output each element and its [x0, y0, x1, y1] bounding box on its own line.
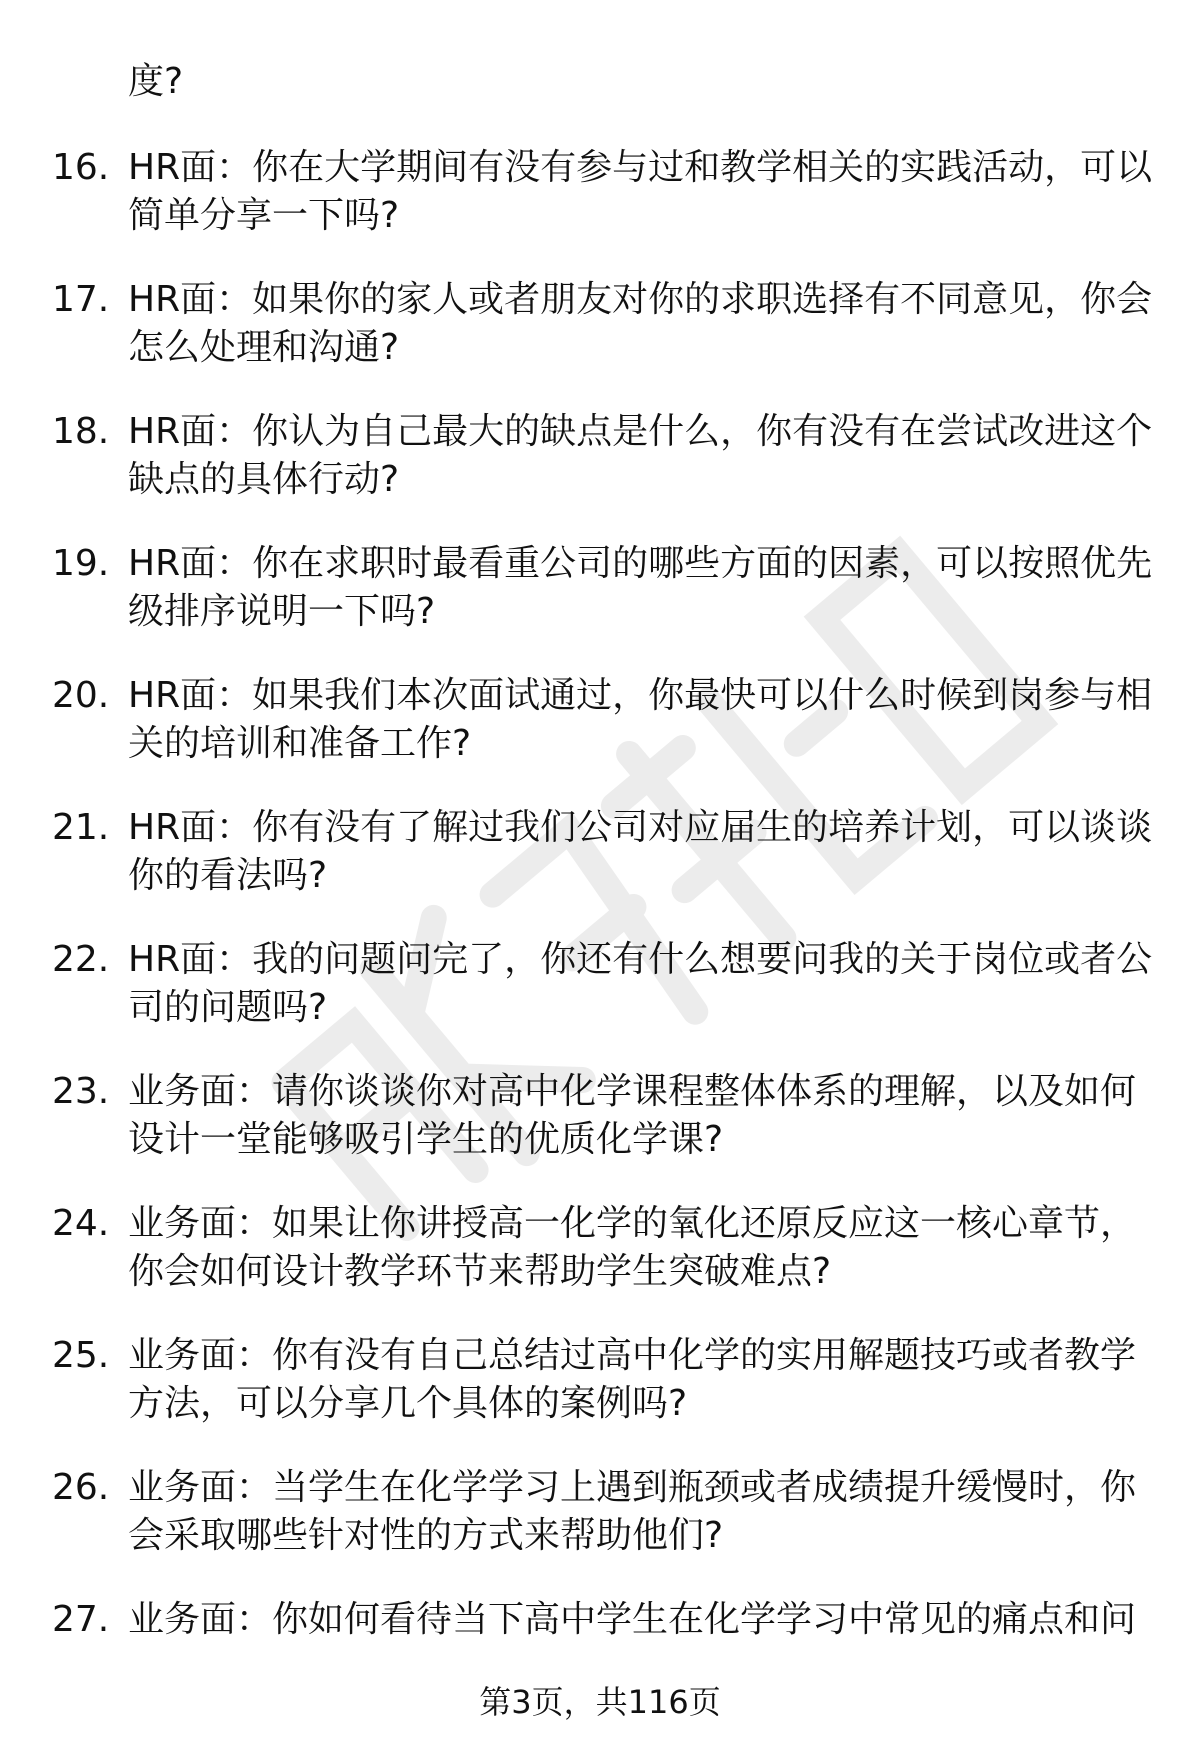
question-text [128, 276, 1158, 372]
question-line: 简单分享一下吗? [128, 195, 400, 236]
list-item [0, 936, 1200, 1032]
question-line: HR面：我的问题问完了，你还有什么想要问我的关于岗位或者公 [128, 939, 1153, 980]
question-text [128, 1464, 1158, 1560]
question-line: 级排序说明一下吗? [128, 591, 436, 632]
question-number: 22. [52, 939, 110, 980]
question-line: 业务面：当学生在化学学习上遇到瓶颈或者成绩提升缓慢时，你 [128, 1467, 1137, 1508]
list-item [0, 408, 1200, 504]
question-line: 你的看法吗? [128, 855, 328, 896]
list-item [0, 804, 1200, 900]
question-number: 23. [52, 1071, 110, 1112]
list-item [0, 1332, 1200, 1428]
question-text [128, 1596, 1158, 1644]
question-text [128, 144, 1158, 240]
list-item [0, 1464, 1200, 1560]
question-number: 26. [52, 1467, 110, 1508]
question-text [128, 804, 1158, 900]
question-number: 18. [52, 411, 110, 452]
question-line: HR面：如果我们本次面试通过，你最快可以什么时候到岗参与相 [128, 675, 1153, 716]
question-line: 关的培训和准备工作? [128, 723, 472, 764]
question-line: HR面：你在大学期间有没有参与过和教学相关的实践活动，可以 [128, 147, 1153, 188]
question-line: 设计一堂能够吸引学生的优质化学课? [128, 1119, 724, 1160]
question-line: HR面：如果你的家人或者朋友对你的求职选择有不同意见，你会 [128, 279, 1153, 320]
question-line: HR面：你认为自己最大的缺点是什么，你有没有在尝试改进这个 [128, 411, 1153, 452]
page-footer: 第3页，共116页 [479, 1683, 721, 1721]
question-number: 20. [52, 675, 110, 716]
list-item [0, 1068, 1200, 1164]
question-line: HR面：你有没有了解过我们公司对应届生的培养计划，可以谈谈 [128, 807, 1153, 848]
list-item [0, 1200, 1200, 1296]
question-line: 会采取哪些针对性的方式来帮助他们? [128, 1515, 724, 1556]
question-number: 25. [52, 1335, 110, 1376]
question-number: 21. [52, 807, 110, 848]
question-number: 19. [52, 543, 110, 584]
question-text [128, 1332, 1158, 1428]
question-line: 业务面：你有没有自己总结过高中化学的实用解题技巧或者教学 [128, 1335, 1137, 1376]
list-item [0, 144, 1200, 240]
question-line: 业务面：请你谈谈你对高中化学课程整体体系的理解，以及如何 [128, 1071, 1137, 1112]
question-line: 业务面：你如何看待当下高中学生在化学学习中常见的痛点和问 [128, 1599, 1137, 1640]
list-item [0, 672, 1200, 768]
question-text [128, 540, 1158, 636]
question-number: 24. [52, 1203, 110, 1244]
question-number: 16. [52, 147, 110, 188]
list-item [0, 1596, 1200, 1644]
question-text [128, 1200, 1158, 1296]
question-line: 怎么处理和沟通? [128, 327, 400, 368]
question-line: HR面：你在求职时最看重公司的哪些方面的因素，可以按照优先 [128, 543, 1153, 584]
carried-over-text: 度? [128, 61, 184, 102]
question-line: 你会如何设计教学环节来帮助学生突破难点? [128, 1251, 832, 1292]
question-text [128, 1068, 1158, 1164]
question-line: 方法，可以分享几个具体的案例吗? [128, 1383, 688, 1424]
question-text [128, 936, 1158, 1032]
list-item [0, 540, 1200, 636]
list-item [0, 276, 1200, 372]
question-list [0, 144, 1200, 1680]
question-line: 业务面：如果让你讲授高一化学的氧化还原反应这一核心章节， [128, 1203, 1137, 1244]
question-text [128, 408, 1158, 504]
question-line: 司的问题吗? [128, 987, 328, 1028]
question-text [128, 672, 1158, 768]
question-line: 缺点的具体行动? [128, 459, 400, 500]
question-number: 17. [52, 279, 110, 320]
question-number: 27. [52, 1599, 110, 1640]
